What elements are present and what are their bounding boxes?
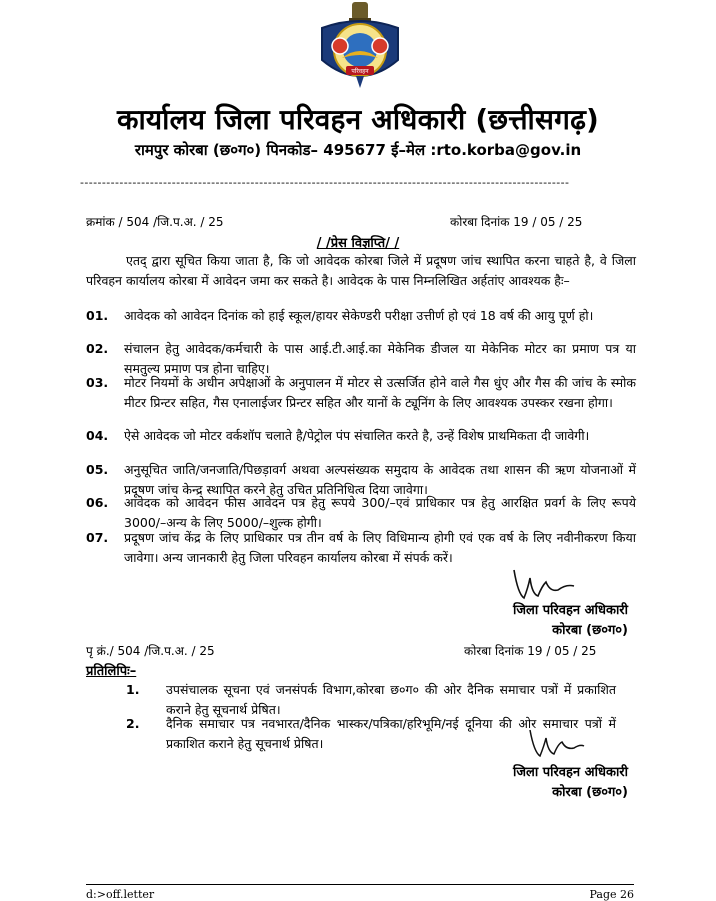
copy-to-heading: प्रतिलिपिः– <box>86 664 137 679</box>
signature-mark <box>526 726 586 762</box>
condition-text: प्रदूषण जांच केंद्र के लिए प्राधिकार पत्र तीन वर्ष के लिए विधिमान्य होगी एवं एक वर्ष के लिए नवीनीकरण किया जावेगा। अन्य जानकारी हेतु जिला परिवहन कार्यालय कोरबा में संपर्क करें। <box>124 530 636 565</box>
copy-text: उपसंचालक सूचना एवं जनसंपर्क विभाग,कोरबा छ०ग० की ओर दैनिक समाचार पत्रों में प्रकाशित कराने हेतु सूचनार्थ प्रेषित। <box>166 682 616 717</box>
condition-number: 04. <box>86 428 109 443</box>
condition-number: 02. <box>86 341 109 356</box>
office-emblem <box>312 0 408 94</box>
condition-number: 07. <box>86 530 109 545</box>
signatory-place: कोरबा (छ०ग०) <box>552 623 628 638</box>
condition-text: मोटर नियमों के अधीन अपेक्षाओं के अनुपालन में मोटर से उत्सर्जित होने वाले गैस धुंए और गैस की जांच के स्मोक मीटर प्रिन्टर सहित, गैस एनालाईजर प्रिन्टर सहित और यानों के ट्यूनिंग के लिए आवश्यक उपस्कर रखना होगा। <box>124 375 636 410</box>
signatory-place: कोरबा (छ०ग०) <box>552 785 628 800</box>
condition-text: संचालन हेतु आवेदक/कर्मचारी के पास आई.टी.आई.का मेकेनिक डीजल या मेकेनिक मोटर का प्रमाण पत्र या समतुल्य प्रमाण पत्र होना चाहिए। <box>124 341 636 376</box>
endorsement-date: कोरबा दिनांक 19 / 05 / 25 <box>464 644 597 658</box>
separator-line: ---------------------------------------------------------------------------------------------------------------- <box>80 176 570 188</box>
press-release-heading <box>0 233 716 251</box>
press-release-heading-text: / /प्रेस विज्ञप्ति/ / <box>316 236 400 251</box>
footer-page-number: Page 26 <box>589 888 634 901</box>
office-title: कार्यालय जिला परिवहन अधिकारी (छत्तीसगढ़) <box>116 103 600 136</box>
signatory-title: जिला परिवहन अधिकारी <box>513 603 628 618</box>
issue-date: कोरबा दिनांक 19 / 05 / 25 <box>450 215 583 229</box>
condition-text: आवेदक को आवेदन फीस आवेदन पत्र हेतु रूपये 300/–एवं प्राधिकार पत्र हेतु आरक्षित प्रवर्ग के लिए रूपये 3000/–अन्य के लिए 5000/–शुल्क होगी। <box>124 495 636 530</box>
intro-paragraph: एतद् द्वारा सूचित किया जाता है, कि जो आवेदक कोरबा जिले में प्रदूषण जांच स्थापित करना चाहते है, वे जिला परिवहन कार्यालय कोरबा में आवेदन जमा कर सकते है। आवेदक के पास निम्नलिखित अर्हतांए आवश्यक हैः– <box>86 253 636 288</box>
condition-item <box>86 528 636 568</box>
condition-number: 03. <box>86 375 109 390</box>
endorsement-reference: पृ क्रं./ 504 /जि.प.अ. / 25 <box>86 644 215 658</box>
condition-text: ऐसे आवेदक जो मोटर वर्कशॉप चलाते है/पेट्रोल पंप संचालित करते है, उन्हें विशेष प्राथमिकता दी जावेगी। <box>124 428 590 443</box>
condition-item <box>86 493 636 533</box>
condition-number: 06. <box>86 495 109 510</box>
page-footer <box>86 884 634 901</box>
signature-mark <box>508 564 578 604</box>
condition-number: 05. <box>86 462 109 477</box>
condition-text: अनुसूचित जाति/जनजाति/पिछड़ावर्ग अथवा अल्पसंख्यक समुदाय के आवेदक तथा शासन की ऋण योजनाओं में प्रदूषण जांच केन्द्र स्थापित करने हेतु उचित प्रतिनिधित्व दिया जावेगा। <box>124 462 636 497</box>
copy-number: 2. <box>126 716 140 731</box>
emblem-label: परिवहन <box>351 68 369 75</box>
copy-number: 1. <box>126 682 140 697</box>
signatory-title: जिला परिवहन अधिकारी <box>513 765 628 780</box>
office-address: रामपुर कोरबा (छ०ग०) पिनकोड– 495677 ई–मेल :rto.korba@gov.in <box>134 141 582 159</box>
condition-item <box>86 373 636 433</box>
footer-file-path: d:>off.letter <box>86 888 155 901</box>
condition-number: 01. <box>86 308 109 323</box>
copy-text: दैनिक समाचार पत्र नवभारत/दैनिक भास्कर/पत्रिका/हरिभूमि/नई दूनिया की ओर समाचार पत्रों में प्रकाशित कराने हेतु सूचनार्थ प्रेषित। <box>166 716 616 751</box>
condition-text: आवेदक को आवेदन दिनांक को हाई स्कूल/हायर सेकेण्डरी परीक्षा उत्तीर्ण हो एवं 18 वर्ष की आयु पूर्ण हो। <box>124 308 594 323</box>
reference-number: क्रमांक / 504 /जि.प.अ. / 25 <box>86 215 224 229</box>
